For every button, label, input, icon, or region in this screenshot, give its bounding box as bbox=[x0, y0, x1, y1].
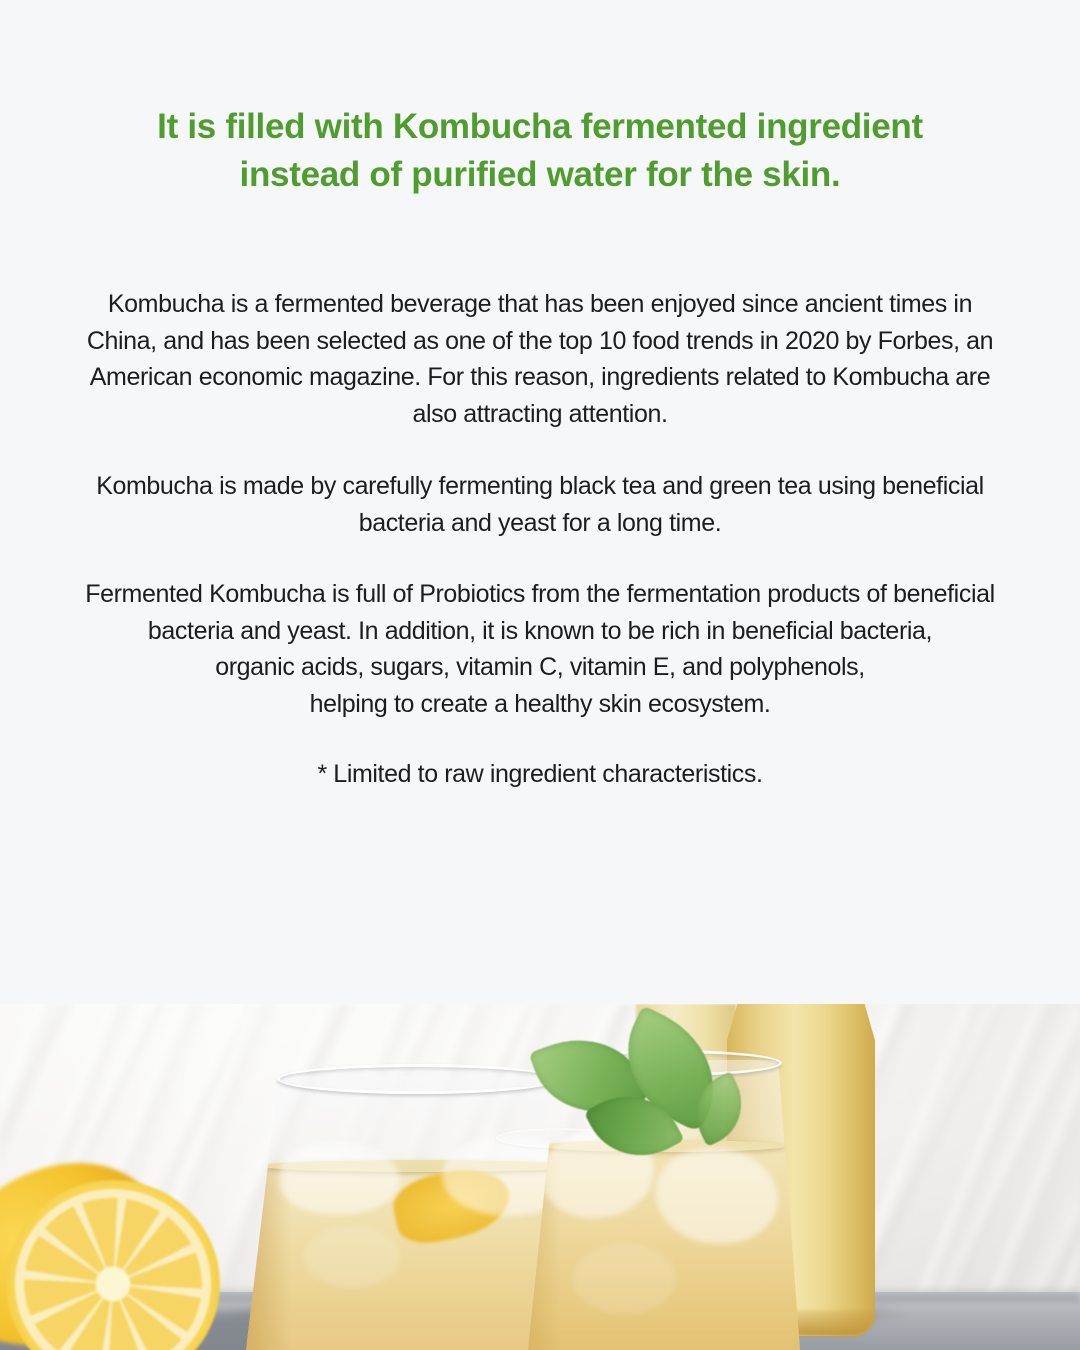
left-glass-rim bbox=[277, 1064, 559, 1094]
paragraph-line: Fermented Kombucha is full of Probiotics from the fermentation products of beneficial bbox=[85, 580, 995, 608]
headline-line-2: instead of purified water for the skin. bbox=[239, 155, 841, 194]
disclaimer-note bbox=[0, 756, 1080, 793]
paragraph-line: Kombucha is made by carefully fermenting black tea and green tea using beneficial bbox=[96, 472, 984, 500]
headline bbox=[0, 103, 1080, 199]
mint-sprig bbox=[538, 1024, 754, 1170]
headline-line-1: It is filled with Kombucha fermented ingredient bbox=[157, 107, 923, 146]
paragraph-kombucha-benefits bbox=[0, 576, 1080, 722]
paragraph-line: American economic magazine. For this reason, ingredients related to Kombucha are bbox=[89, 363, 991, 391]
paragraph-kombucha-process bbox=[0, 468, 1080, 541]
paragraph-line: helping to create a healthy skin ecosystem. bbox=[309, 689, 771, 718]
ice-cube bbox=[280, 1142, 400, 1214]
paragraph-line: China, and has been selected as one of the top 10 food trends in 2020 by Forbes, an bbox=[86, 326, 994, 355]
kombucha-photo bbox=[0, 1004, 1080, 1350]
paragraph-kombucha-intro bbox=[0, 286, 1080, 432]
paragraph-line: bacteria and yeast for a long time. bbox=[358, 508, 722, 537]
paragraph-line: also attracting attention. bbox=[412, 399, 668, 428]
ice-cube bbox=[304, 1226, 400, 1288]
ice-cube bbox=[572, 1244, 676, 1314]
paragraph-line: bacteria and yeast. In addition, it is known to be rich in beneficial bacteria, bbox=[147, 616, 933, 645]
paragraph-line: organic acids, sugars, vitamin C, vitamin E, and polyphenols, bbox=[215, 653, 865, 681]
disclaimer-line: * Limited to raw ingredient characteristics. bbox=[317, 760, 763, 788]
paragraph-line: Kombucha is a fermented beverage that has been enjoyed since ancient times in bbox=[107, 290, 973, 318]
